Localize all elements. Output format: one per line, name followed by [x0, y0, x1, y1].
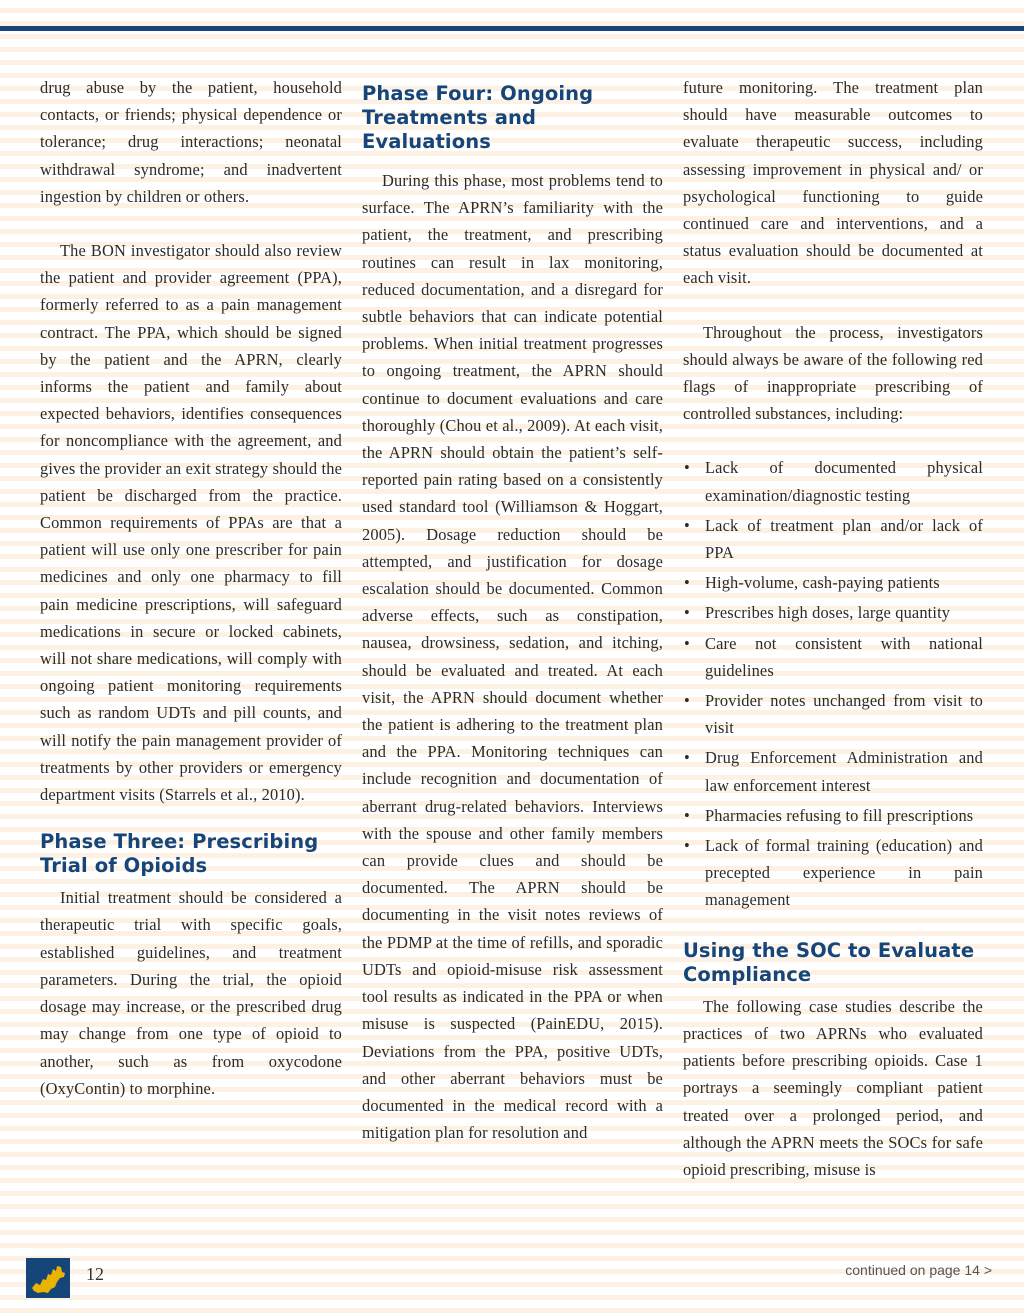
list-item: • Pharmacies refusing to fill prescriptions	[683, 802, 983, 829]
spacer	[683, 292, 983, 319]
top-rule	[0, 26, 1024, 31]
spacer	[362, 154, 663, 167]
red-flags-list	[683, 454, 983, 913]
column-3	[683, 74, 983, 1183]
column-1	[40, 74, 342, 1102]
paragraph: The following case studies describe the practices of two APRNs who evaluated patients before prescribing opioids. Case 1 portrays a seemingly compliant patient treated over a prolonged period, and although the APRN meets the SOCs for safe opioid prescribing, misuse is	[683, 996, 983, 1179]
paragraph: drug abuse by the patient, household contacts, or friends; physical dependence or tolerance; drug interactions; neonatal withdrawal syndrome; and inadvertent ingestion by children or others.	[40, 78, 342, 206]
list-item: • Prescribes high doses, large quantity	[683, 599, 983, 626]
spacer	[683, 427, 983, 454]
list-item: • Drug Enforcement Administration and law enforcement interest	[683, 744, 983, 798]
wv-state-icon	[26, 1258, 70, 1303]
paragraph: Throughout the process, investigators should always be aware of the following red flags of inappropriate prescribing of controlled substances, including:	[683, 322, 983, 424]
spacer	[362, 74, 663, 82]
list-item: • Care not consistent with national guidelines	[683, 630, 983, 684]
section-heading: Phase Three: Prescribing Trial of Opioids	[40, 830, 319, 878]
list-item: • Lack of documented physical examination/diagnostic testing	[683, 454, 983, 508]
paragraph: Initial treatment should be considered a therapeutic trial with specific goals, established guidelines, and treatment parameters. During the trial, the opioid dosage may increase, or the prescribed drug may change from one type of opioid to another, such as from oxycodone (OxyContin) to morphine.	[40, 888, 342, 1098]
section-heading: Phase Four: Ongoing Treatments and Evaluations	[362, 82, 594, 153]
paragraph: The BON investigator should also review the patient and provider agreement (PPA), formerly referred to as a pain management contract. The PPA, which should be signed by the patient and the APRN, clearly informs the patient and family about expected behaviors, identifies consequences for noncompliance with the agreement, and gives the provider an exit strategy should the patient be discharged from the practice. Common requirements of PPAs are that a patient will use only one prescriber for pain medicines and only one pharmacy to fill pain medicine prescriptions, will safeguard medications in secure or locked cabinets, will not share medications, will comply with ongoing patient monitoring requirements such as random UDTs and pill counts, and will notify the pain management provider of treatments by other providers or emergency department visits (Starrels et al., 2010).	[40, 241, 342, 805]
continued-link[interactable]: continued on page 14 >	[845, 1262, 992, 1278]
spacer	[40, 210, 342, 237]
list-item: • Lack of formal training (education) and precepted experience in pain management	[683, 832, 983, 914]
section-heading: Using the SOC to Evaluate Compliance	[683, 938, 975, 986]
spacer	[683, 917, 983, 939]
list-item: • Provider notes unchanged from visit to visit	[683, 687, 983, 741]
list-item: • Lack of treatment plan and/or lack of PPA	[683, 512, 983, 566]
column-2	[362, 74, 663, 1146]
paragraph: future monitoring. The treatment plan should have measurable outcomes to evaluate therapeutic success, including assessing improvement in physical and/ or psychological functioning to guide continued care and interventions, and a status evaluation should be documented at each visit.	[683, 78, 983, 288]
list-item: • High-volume, cash-paying patients	[683, 569, 983, 596]
spacer	[40, 808, 342, 830]
paragraph: During this phase, most problems tend to surface. The APRN’s familiarity with the patient, the treatment, and prescribing routines can result in lax monitoring, reduced documentation, and a disregard for subtle behaviors that can indicate potential problems. When initial treatment progresses to ongoing treatment, the APRN should continue to document evaluations and care thoroughly (Chou et al., 2009). At each visit, the APRN should obtain the patient’s self-reported pain rating based on a consistently used standard tool (Williamson & Hoggart, 2005). Dosage reduction should be attempted, and justification for dosage escalation should be documented. Common adverse effects, such as constipation, nausea, drowsiness, sedation, and itching, should be evaluated and treated. At each visit, the APRN should document whether the patient is adhering to the treatment plan and the PPA. Monitoring techniques can include recognition and documentation of aberrant drug-related behaviors. Interviews with the spouse and other family members can provide clues and should be documented. The APRN should be documenting in the visit notes reviews of the PDMP at the time of refills, and sporadic UDTs and opioid-misuse risk assessment tool results as indicated in the PPA or when misuse is suspected (PainEDU, 2015). Deviations from the PPA, positive UDTs, and other aberrant behaviors must be documented in the medical record with a mitigation plan for resolution and	[362, 171, 663, 1143]
page-number: 12	[86, 1264, 104, 1284]
